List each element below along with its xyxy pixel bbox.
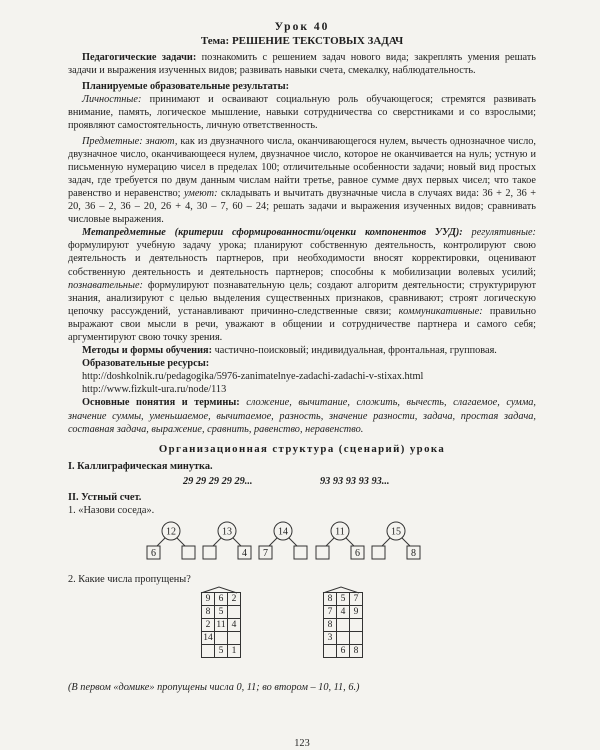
methods-text: частично-поисковый; индивидуальная, фронтальная, групповая. [214,345,497,357]
house-cell [228,606,241,619]
communicative-label: коммуникативные: [398,305,483,317]
subject-text-2: складывать и вычитать двузначные числа в случаях вида: 36 + 2, 36 + 20, 36 – 2, 36 – 20, 26 + 4, 30 – 7, 60 – 24; решать задачи и выражения изученных видов; сравнивать числовые выражения. [68,187,537,226]
personal-results [68,93,536,132]
house-cell: 5 [337,593,350,606]
neighbor-line-left [269,538,277,546]
house-2 [323,592,363,658]
results-heading: Планируемые образовательные результаты: [82,81,290,93]
methods [68,344,536,357]
neighbor-box-right [294,546,307,559]
page [68,20,537,749]
cognitive-text: формулируют познавательную цель; создают алгоритм деятельности; структурируют знания, анализируют с целью выделения существенных признаков, сравнивают; строят логическую цепочку рассуждений, устанавливают причинно-следственные связи; [68,279,536,317]
house-cell [228,632,241,645]
calligraphy-sequences [68,473,536,489]
house-cell: 8 [202,606,215,619]
neighbor-center-number: 13 [222,526,232,538]
house-cell: 14 [203,633,213,644]
neighbor-center-number: 12 [166,526,176,538]
neighbors-diagram [68,519,536,567]
house-cell: 9 [350,606,363,619]
house-row [202,593,241,606]
house-cell [337,632,350,645]
subject-text-1: как из двузначного числа, оканчивающегося нулем, вычесть однозначное число, двузначное число, оканчивающееся нулем, двузначное число, которое не оканчивается на нуль; устную и письменную нумерацию чисел в пределах 100; отличительные особенности задачи; новый вид простых задач, где требуется по двум данным числам найти третье, равное сумме двух первых чисел; что такое равенство и неравенство; [68,135,536,199]
house-cell [202,645,215,658]
personal-label: Личностные: [82,94,142,106]
neighbor-left-value: 7 [263,548,268,560]
answer-note: (В первом «домике» пропущены числа 0, 11; во втором – 10, 11, 6.) [68,682,360,694]
neighbor-line-left [382,538,390,546]
house-cell: 4 [228,619,241,632]
personal-text: принимают и осваивают социальную роль обучающегося; стремятся развивать внимание, память, логическое мышление, навыки сотрудничества со сверстниками и со взрослыми; проявляют самостоятельность, личную ответственность. [68,94,536,132]
neighbor-box-left [372,546,385,559]
page-number: 123 [294,738,310,749]
neighbor-line-right [402,538,410,546]
neighbor-line-right [289,538,297,546]
house-cell: 2 [202,619,215,632]
subject-know: знают, [145,135,178,147]
resource-link-2[interactable]: http://www.fizkult-ura.ru/node/113 [82,384,227,396]
neighbor-box-left [203,546,216,559]
neighbor-line-right [177,538,185,546]
house-cell [337,619,350,632]
house-cell: 2 [228,593,241,606]
sequence-1: 29 29 29 29 29... [183,475,253,487]
regulative-label: регулятивные: [471,227,536,239]
house-cell [215,632,228,645]
house-row [324,606,363,619]
neighbor-left-value: 6 [151,548,156,560]
house-row [324,593,363,606]
section-calligraphy: I. Каллиграфическая минутка. [68,460,213,472]
house-cell [324,645,337,658]
neighbor-right-value: 8 [411,548,416,560]
house-cell: 8 [324,593,337,606]
subject-label: Предметные: [82,135,143,147]
meta-label: Метапредметные (критерии сформированности/оценки компонентов УУД): [82,227,463,239]
cognitive-label: познавательные: [68,279,143,291]
house-cell: 5 [215,606,228,619]
house-row [202,645,241,658]
house-cell [350,632,363,645]
methods-label: Методы и формы обучения: [82,345,213,357]
house-cell [350,619,363,632]
house-cell: 8 [324,619,337,632]
task-2: 2. Какие числа пропущены? [68,574,191,586]
house-cell: 7 [350,593,363,606]
neighbor-right-value: 6 [355,548,360,560]
house-row [324,645,363,658]
neighbor-right-value: 4 [242,548,247,560]
task-1: 1. «Назови соседа». [68,505,155,516]
house-cell: 4 [337,606,350,619]
neighbor-box-right [182,546,195,559]
neighbor-line-left [213,538,221,546]
structure-heading: Организационная структура (сценарий) урока [158,442,446,455]
terms [68,396,536,435]
resource-link-1[interactable]: http://doshkolnik.ru/pedagogika/5976-zanimatelnye-zadachi-zadachi-v-stixax.html [82,371,424,383]
subject-can: умеют: [183,187,218,199]
house-cell: 1 [228,645,241,658]
house-cell: 11 [216,620,226,631]
house-row [324,619,363,632]
neighbor-line-left [157,538,165,546]
section-oral-count: II. Устный счет. [68,491,142,503]
neighbor-center-number: 15 [391,526,401,538]
neighbor-box-left [316,546,329,559]
resources-label: Образовательные ресурсы: [82,358,210,370]
houses-area [68,586,536,678]
house-cell: 6 [215,593,228,606]
house-row [202,632,241,645]
regulative-text: формулируют учебную задачу урока; планируют собственную деятельность, контролируют свою деятельность и деятельность партнеров, при необходимости вносят корректировки, оценивают собственную деятельность и деятельность партнеров; способны к мобилизации волевых усилий; [68,240,536,278]
subject-results [68,135,536,227]
house-cell: 5 [215,645,228,658]
ped-text: познакомить с решением задач нового вида; закреплять умения решать задачи и выражения изученных видов; развивать навыки счета, смекалку, наблюдательность. [68,52,536,77]
neighbor-line-left [326,538,334,546]
neighbor-center-number: 11 [335,526,345,538]
house-row [202,606,241,619]
house-cell: 6 [337,645,350,658]
house-cell: 8 [350,645,363,658]
ped-label: Педагогические задачи: [82,52,197,63]
neighbor-center-number: 14 [278,526,288,538]
sequence-2: 93 93 93 93 93... [320,475,390,487]
meta-results [68,226,536,344]
house-cell: 9 [202,593,215,606]
house-row [202,619,241,632]
house-row [324,632,363,645]
pedagogical-tasks [68,51,536,77]
terms-label: Основные понятия и термины: [82,397,240,409]
houses-roofs [68,586,536,678]
lesson-number: Урок 40 [274,21,330,33]
house-1 [201,592,241,658]
lesson-theme: Тема: РЕШЕНИЕ ТЕКСТОВЫХ ЗАДАЧ [200,35,404,47]
neighbor-line-right [346,538,354,546]
communicative-text: правильно выражают свои мысли в речи, уважают в общении и сотрудничестве партнера и самого себя; аргументируют свою точку зрения. [68,305,536,343]
house-cell: 7 [324,606,337,619]
terms-text: сложение, вычитание, сложить, вычесть, слагаемое, сумма, значение суммы, уменьшаемое, вычитаемое, разность, значение разности, задача, простая задача, составная задача, выражение, сравнить, равенство, неравенство. [68,397,536,435]
house-cell: 3 [324,632,337,645]
neighbor-line-right [233,538,241,546]
